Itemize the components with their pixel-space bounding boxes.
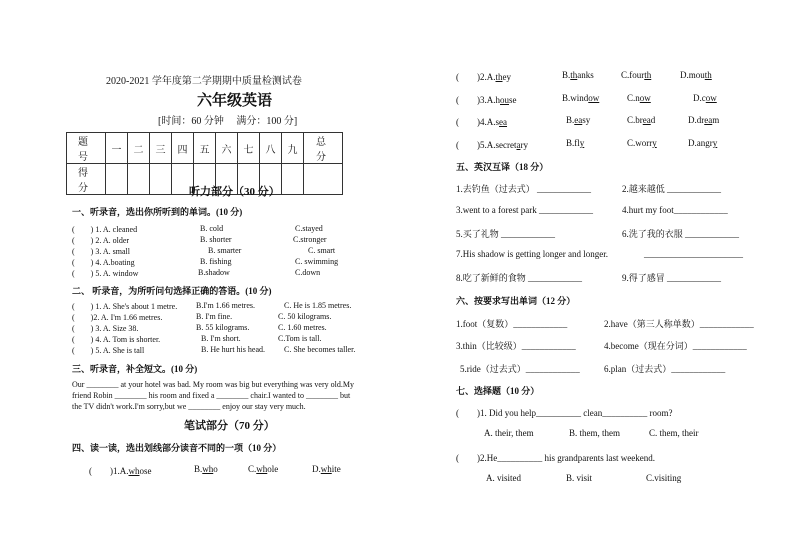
option-b-underlined: ow xyxy=(588,93,600,103)
option-c: C. 1.60 metres. xyxy=(278,323,327,332)
choice-option: A. visited xyxy=(486,473,521,483)
option-b: B. fishing xyxy=(200,257,232,266)
subject-title: 六年级英语 xyxy=(197,93,273,109)
option-c: C. 50 kilograms. xyxy=(278,312,332,321)
score-cell: 八 xyxy=(260,133,282,164)
option-c: C. smart xyxy=(308,246,336,255)
list-item xyxy=(456,182,722,195)
list-item xyxy=(72,323,327,334)
score-cell: 四 xyxy=(172,133,194,164)
translate-item: 1.去钓鱼（过去式） ____________ xyxy=(456,184,592,194)
passage-line: the TV didn't work.I'm sorry,but we ________ enjoy our stay very much. xyxy=(72,402,306,411)
option-a-underlined: wh xyxy=(128,466,140,476)
option-a-prefix: A. xyxy=(119,466,129,476)
translate-item: 7.His shadow is getting longer and longer. xyxy=(456,249,608,259)
score-cell: 总 分 xyxy=(304,133,343,164)
phonics-question-1 xyxy=(89,464,341,477)
option-b: B. I'm fine. xyxy=(196,312,233,321)
option-c: C.down xyxy=(295,268,321,277)
option-c-suffix: d xyxy=(650,115,656,125)
option-b-underlined: wh xyxy=(202,464,214,474)
option-c: C.stronger xyxy=(293,235,327,244)
option-d-prefix: D.c xyxy=(693,93,706,103)
question-number: ( )2. xyxy=(456,72,487,82)
choice-question-1: ( )1. Did you help__________ clean__________ room? xyxy=(456,408,673,418)
question-number: ( )1. xyxy=(89,466,120,476)
listening-heading: 听力部分（30 分） xyxy=(189,186,280,198)
option-b-suffix: o xyxy=(213,464,218,474)
option-d-prefix: D.dr xyxy=(688,115,705,125)
list-item xyxy=(72,301,352,312)
word-form-item: 3.thin（比较级）____________ xyxy=(456,341,576,351)
option-c-underlined: ow xyxy=(639,93,651,103)
option-b-underlined: ea xyxy=(574,115,583,125)
list-item xyxy=(72,246,336,257)
option-a-suffix: ose xyxy=(139,466,152,476)
option-a-suffix: se xyxy=(509,95,517,105)
word-form-item: 4.become（现在分词）____________ xyxy=(604,341,747,351)
option-a-suffix: ey xyxy=(502,72,512,82)
option-a: ( ) 3. A. Size 38. xyxy=(72,324,139,333)
word-form-item: 5.ride（过去式）____________ xyxy=(460,364,580,374)
option-b: B. smarter xyxy=(208,246,242,255)
option-b: B. I'm short. xyxy=(201,334,241,343)
score-cell: 得 分 xyxy=(67,164,106,195)
list-item xyxy=(72,334,322,345)
option-c: C.stayed xyxy=(295,224,323,233)
word-form-item: 1.foot（复数）____________ xyxy=(456,319,568,329)
option-d-suffix: m xyxy=(712,115,720,125)
option-c: C.Tom is tall. xyxy=(278,334,322,343)
translate-item: 8.吃了新鲜的食物 ____________ xyxy=(456,273,583,283)
list-item xyxy=(456,317,754,330)
option-a-prefix: A. xyxy=(486,72,496,82)
score-input-cell[interactable] xyxy=(304,164,343,195)
section-2-title: 二、 听录音，为所听问句选择正确的答语。(10 分) xyxy=(72,286,272,296)
option-c-underlined: ea xyxy=(642,115,651,125)
option-a: ( ) 5. A. window xyxy=(72,269,139,278)
option-b: B. shorter xyxy=(200,235,232,244)
section-3-title: 三、听录音，补全短文。(10 分) xyxy=(72,364,198,374)
score-cell: 六 xyxy=(216,133,238,164)
option-c-prefix: C. xyxy=(248,464,257,474)
list-item xyxy=(456,227,740,240)
written-heading: 笔试部分（70 分） xyxy=(184,420,275,432)
option-d-suffix: ite xyxy=(331,464,341,474)
score-cell: 三 xyxy=(150,133,172,164)
option-a-underlined: ou xyxy=(500,95,509,105)
choice-options-1 xyxy=(484,428,699,438)
option-a-underlined: th xyxy=(495,72,503,82)
option-a: ( ) 4. A. Tom is shorter. xyxy=(72,335,161,344)
translate-item: 5.买了礼物 ____________ xyxy=(456,229,556,239)
list-item xyxy=(456,249,743,259)
translate-item: ______________________ xyxy=(644,249,743,259)
passage-line: friend Robin ________ his room and fixed a ________ chair.I wanted to ________ but xyxy=(72,391,351,400)
option-d-underlined: wh xyxy=(320,464,332,474)
list-item xyxy=(72,312,332,323)
score-cell: 二 xyxy=(128,133,150,164)
score-cell: 题 号 xyxy=(67,133,106,164)
option-b: B. cold xyxy=(200,224,224,233)
translate-item: 2.越来越低 ____________ xyxy=(622,184,722,194)
section-6-title: 六、按要求写出单词（12 分） xyxy=(456,296,576,306)
option-a: ( ) 3. A. small xyxy=(72,247,130,256)
option-c: C. He is 1.85 metres. xyxy=(284,301,352,310)
list-item xyxy=(72,235,327,246)
choice-option: B. visit xyxy=(566,473,593,483)
translate-item: 4.hurt my foot____________ xyxy=(622,205,728,215)
score-cell: 一 xyxy=(106,133,128,164)
question-number: ( )3. xyxy=(456,95,487,105)
translate-item: 6.洗了我的衣服 ____________ xyxy=(622,229,740,239)
choice-option: A. their, them xyxy=(484,428,534,438)
list-item xyxy=(72,224,323,235)
phonics-question-3 xyxy=(456,93,717,106)
option-a: ( ) 2. A. older xyxy=(72,236,130,245)
option-a: ( ) 1. A. She's about 1 metre. xyxy=(72,302,178,311)
option-c: C. swimming xyxy=(295,257,339,266)
option-d-underlined: y xyxy=(712,138,718,148)
option-d-underlined: ea xyxy=(704,115,713,125)
option-b-suffix: anks xyxy=(577,70,594,80)
score-table-header-row xyxy=(67,133,343,164)
option-b-prefix: B.wind xyxy=(562,93,589,103)
option-a-underlined: ea xyxy=(499,117,508,127)
option-a: ( ) 1. A. cleaned xyxy=(72,225,138,234)
option-c-prefix: C.worr xyxy=(627,138,653,148)
option-a-prefix: A.s xyxy=(486,117,500,127)
option-c-underlined: y xyxy=(652,138,657,148)
option-b-prefix: B. xyxy=(194,464,203,474)
section-5-title: 五、英汉互译（18 分） xyxy=(456,162,549,172)
option-c-suffix: ole xyxy=(267,464,279,474)
option-b-prefix: B. xyxy=(566,115,575,125)
option-b: B. He hurt his head. xyxy=(201,345,265,354)
option-a-suffix: ry xyxy=(520,140,528,150)
time-info: [时间：60 分钟 满分：100 分] xyxy=(158,116,298,127)
choice-option: C.visiting xyxy=(646,473,682,483)
option-d-prefix: D.angr xyxy=(688,138,713,148)
option-c-prefix: C.n xyxy=(627,93,640,103)
option-b-suffix: sy xyxy=(582,115,591,125)
option-a: ( ) 5. A. She is tall xyxy=(72,346,145,355)
phonics-question-5 xyxy=(456,138,718,151)
option-c-underlined: wh xyxy=(256,464,268,474)
option-c: C. She becomes taller. xyxy=(284,345,356,354)
list-item xyxy=(456,205,728,215)
choice-options-2 xyxy=(486,473,682,483)
option-c-underlined: th xyxy=(644,70,652,80)
option-b: B. 55 kilograms. xyxy=(196,323,250,332)
section-7-title: 七、选择题（10 分） xyxy=(456,386,540,396)
choice-option: C. them, their xyxy=(649,428,699,438)
option-b: B.I'm 1.66 metres. xyxy=(196,301,255,310)
word-form-item: 6.plan（过去式）____________ xyxy=(604,364,726,374)
option-b-prefix: B.fl xyxy=(566,138,580,148)
option-a-prefix: A.secret xyxy=(486,140,517,150)
question-number: ( )5. xyxy=(456,140,487,150)
option-b-underlined: th xyxy=(570,70,578,80)
phonics-question-2 xyxy=(456,70,712,83)
exam-title: 2020-2021 学年度第二学期期中质量检测试卷 xyxy=(106,76,302,87)
option-c-prefix: C.four xyxy=(621,70,645,80)
option-c-prefix: C.br xyxy=(627,115,643,125)
option-b-underlined: y xyxy=(579,138,585,148)
question-number: ( )4. xyxy=(456,117,487,127)
translate-item: 3.went to a forest park ____________ xyxy=(456,205,593,215)
choice-option: B. them, them xyxy=(569,428,620,438)
phonics-question-4 xyxy=(456,115,720,128)
option-a: ( )2. A. I'm 1.66 metres. xyxy=(72,313,163,322)
score-input-cell[interactable] xyxy=(128,164,150,195)
list-item xyxy=(72,268,321,279)
list-item xyxy=(72,257,339,268)
option-a: ( ) 4. A.boating xyxy=(72,258,135,267)
list-item xyxy=(72,345,356,356)
option-b: B.shadow xyxy=(198,268,230,277)
option-d-prefix: D. xyxy=(312,464,321,474)
translate-item: 9.得了感冒 ____________ xyxy=(622,273,722,283)
list-item xyxy=(456,271,722,284)
option-a-underlined: a xyxy=(516,140,521,150)
section-1-title: 一、听录音，选出你所听到的单词。(10 分) xyxy=(72,207,243,217)
option-d-underlined: ow xyxy=(705,93,717,103)
option-a-prefix: A.h xyxy=(486,95,500,105)
score-cell: 九 xyxy=(282,133,304,164)
section-4-title: 四、读一读，选出划线部分读音不同的一项（10 分） xyxy=(72,443,282,453)
score-cell: 五 xyxy=(194,133,216,164)
score-input-cell[interactable] xyxy=(282,164,304,195)
list-item xyxy=(456,339,747,352)
option-d-underlined: th xyxy=(704,70,712,80)
score-cell: 七 xyxy=(238,133,260,164)
score-input-cell[interactable] xyxy=(150,164,172,195)
option-d-prefix: D.mou xyxy=(680,70,705,80)
passage-line: Our ________ at your hotel was bad. My room was big but everything was very old.My xyxy=(72,380,354,389)
choice-question-2: ( )2.He__________ his grandparents last weekend. xyxy=(456,453,655,463)
word-form-item: 2.have（第三人称单数）____________ xyxy=(604,319,754,329)
option-b-prefix: B. xyxy=(562,70,571,80)
list-item xyxy=(460,362,726,375)
